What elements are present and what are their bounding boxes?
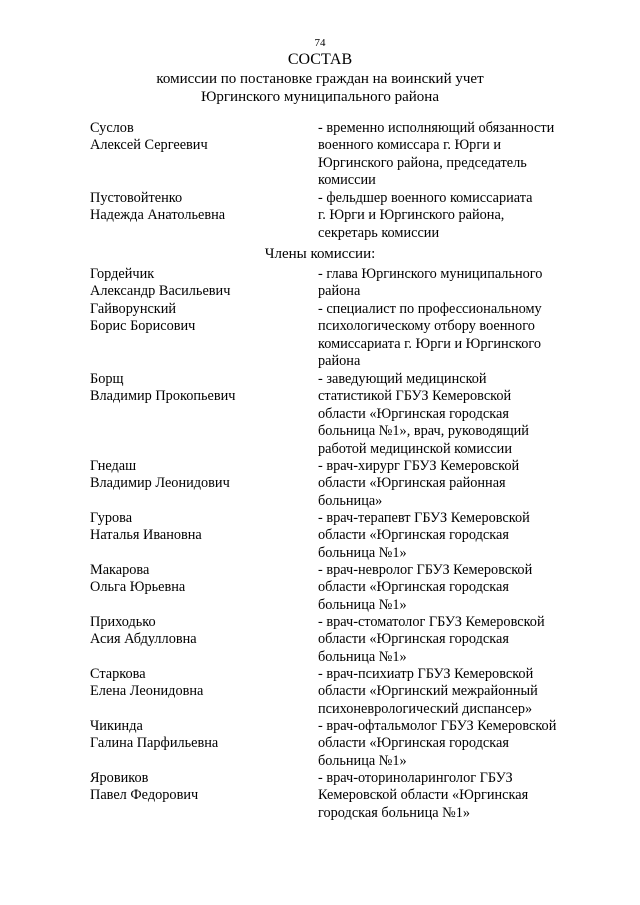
person-role-line: - заведующий медицинской xyxy=(318,371,487,387)
person-name-line: Владимир Прокопьевич xyxy=(90,388,236,405)
person-role xyxy=(318,120,598,190)
person-name xyxy=(90,120,310,155)
person-name-line: Александр Васильевич xyxy=(90,283,231,300)
person-name-line: Борщ xyxy=(90,371,124,387)
person-name xyxy=(90,458,310,493)
person-name-line: Пустовойтенко xyxy=(90,190,183,206)
person-role xyxy=(318,562,598,614)
person-role xyxy=(318,301,598,371)
document-subtitle-line: Юргинского муниципального района xyxy=(200,89,439,105)
person-name-line: Гнедаш xyxy=(90,458,137,474)
document-subtitle-line: комиссии по постановке граждан на воинский учет xyxy=(156,71,484,87)
person-role-line: психоневрологический диспансер» xyxy=(318,700,533,717)
person-role-line: района xyxy=(318,353,361,370)
person-name xyxy=(90,666,310,701)
person-role xyxy=(318,614,598,666)
person-name xyxy=(90,562,310,597)
person-role-line: больница №1», врач, руководящий xyxy=(318,423,529,440)
person-role-line: г. Юрги и Юргинского района, xyxy=(318,207,505,224)
person-name-line: Владимир Леонидович xyxy=(90,475,230,492)
person-role-line: области «Юргинская городская xyxy=(318,735,509,752)
person-role-line: - врач-хирург ГБУЗ Кемеровской xyxy=(318,458,520,474)
person-role-line: - фельдшер военного комиссариата xyxy=(318,190,533,206)
person-role-line: военного комиссара г. Юрги и xyxy=(318,137,502,154)
person-name xyxy=(90,770,310,805)
person-name-line: Яровиков xyxy=(90,770,149,786)
person-role xyxy=(318,458,598,510)
person-role-line: - врач-терапевт ГБУЗ Кемеровской xyxy=(318,510,530,526)
person-role-line: комиссариата г. Юрги и Юргинского xyxy=(318,335,542,352)
person-role-line: психологическому отбору военного xyxy=(318,318,535,335)
person-role-line: - врач-офтальмолог ГБУЗ Кемеровской xyxy=(318,718,557,734)
person-role-line: - специалист по профессиональному xyxy=(318,301,542,317)
person-role-line: области «Юргинская городская xyxy=(318,631,509,648)
person-role-line: района xyxy=(318,283,361,300)
person-role-line: - врач-психиатр ГБУЗ Кемеровской xyxy=(318,666,534,682)
person-role-line: больница №1» xyxy=(318,544,407,561)
person-name-line: Гордейчик xyxy=(90,266,155,282)
person-name-line: Надежда Анатольевна xyxy=(90,207,226,224)
person-name-line: Алексей Сергеевич xyxy=(90,137,208,154)
person-role-line: больница №1» xyxy=(318,752,407,769)
person-name xyxy=(90,510,310,545)
person-role-line: больница №1» xyxy=(318,648,407,665)
person-role-line: области «Юргинская городская xyxy=(318,579,509,596)
person-role-line: Кемеровской области «Юргинская xyxy=(318,787,529,804)
person-role xyxy=(318,770,598,822)
person-role xyxy=(318,266,598,301)
person-name-line: Галина Парфильевна xyxy=(90,735,219,752)
person-role-line: Юргинского района, председатель xyxy=(318,154,527,171)
person-role-line: области «Юргинский межрайонный xyxy=(318,683,538,700)
person-role-line: области «Юргинская районная xyxy=(318,475,506,492)
person-name-line: Асия Абдулловна xyxy=(90,631,197,648)
person-role xyxy=(318,666,598,718)
page-number: 74 xyxy=(314,37,326,49)
person-name xyxy=(90,718,310,753)
person-name-line: Гурова xyxy=(90,510,133,526)
person-name-line: Елена Леонидовна xyxy=(90,683,204,700)
person-role-line: - врач-невролог ГБУЗ Кемеровской xyxy=(318,562,533,578)
person-role-line: - глава Юргинского муниципального xyxy=(318,266,543,282)
person-name-line: Макарова xyxy=(90,562,150,578)
person-name-line: Чикинда xyxy=(90,718,143,734)
person-name-line: Гайворунский xyxy=(90,301,177,317)
person-role-line: области «Юргинская городская xyxy=(318,405,509,422)
person-role xyxy=(318,371,598,458)
person-role-line: больница №1» xyxy=(318,596,407,613)
document-title: СОСТАВ xyxy=(287,51,353,68)
person-name xyxy=(90,266,310,301)
person-role-line: городская больница №1» xyxy=(318,804,471,821)
person-role-line: комиссии xyxy=(318,172,376,189)
person-name-line: Старкова xyxy=(90,666,146,682)
person-role xyxy=(318,718,598,770)
person-role-line: области «Юргинская городская xyxy=(318,527,509,544)
person-name xyxy=(90,371,310,406)
person-role xyxy=(318,190,598,242)
person-role-line: - врач-стоматолог ГБУЗ Кемеровской xyxy=(318,614,545,630)
person-name-line: Суслов xyxy=(90,120,134,136)
person-name xyxy=(90,301,310,336)
person-role-line: секретарь комиссии xyxy=(318,224,440,241)
person-role-line: - врач-оториноларинголог ГБУЗ xyxy=(318,770,513,786)
person-name-line: Ольга Юрьевна xyxy=(90,579,186,596)
person-role-line: статистикой ГБУЗ Кемеровской xyxy=(318,388,512,405)
members-heading: Члены комиссии: xyxy=(264,246,376,262)
person-role-line: работой медицинской комиссии xyxy=(318,440,512,457)
person-role-line: - временно исполняющий обязанности xyxy=(318,120,555,136)
person-name-line: Павел Федорович xyxy=(90,787,199,804)
person-name-line: Борис Борисович xyxy=(90,318,196,335)
person-name-line: Наталья Ивановна xyxy=(90,527,202,544)
person-role xyxy=(318,510,598,562)
person-name-line: Приходько xyxy=(90,614,156,630)
person-name xyxy=(90,614,310,649)
person-role-line: больница» xyxy=(318,492,383,509)
person-name xyxy=(90,190,310,225)
